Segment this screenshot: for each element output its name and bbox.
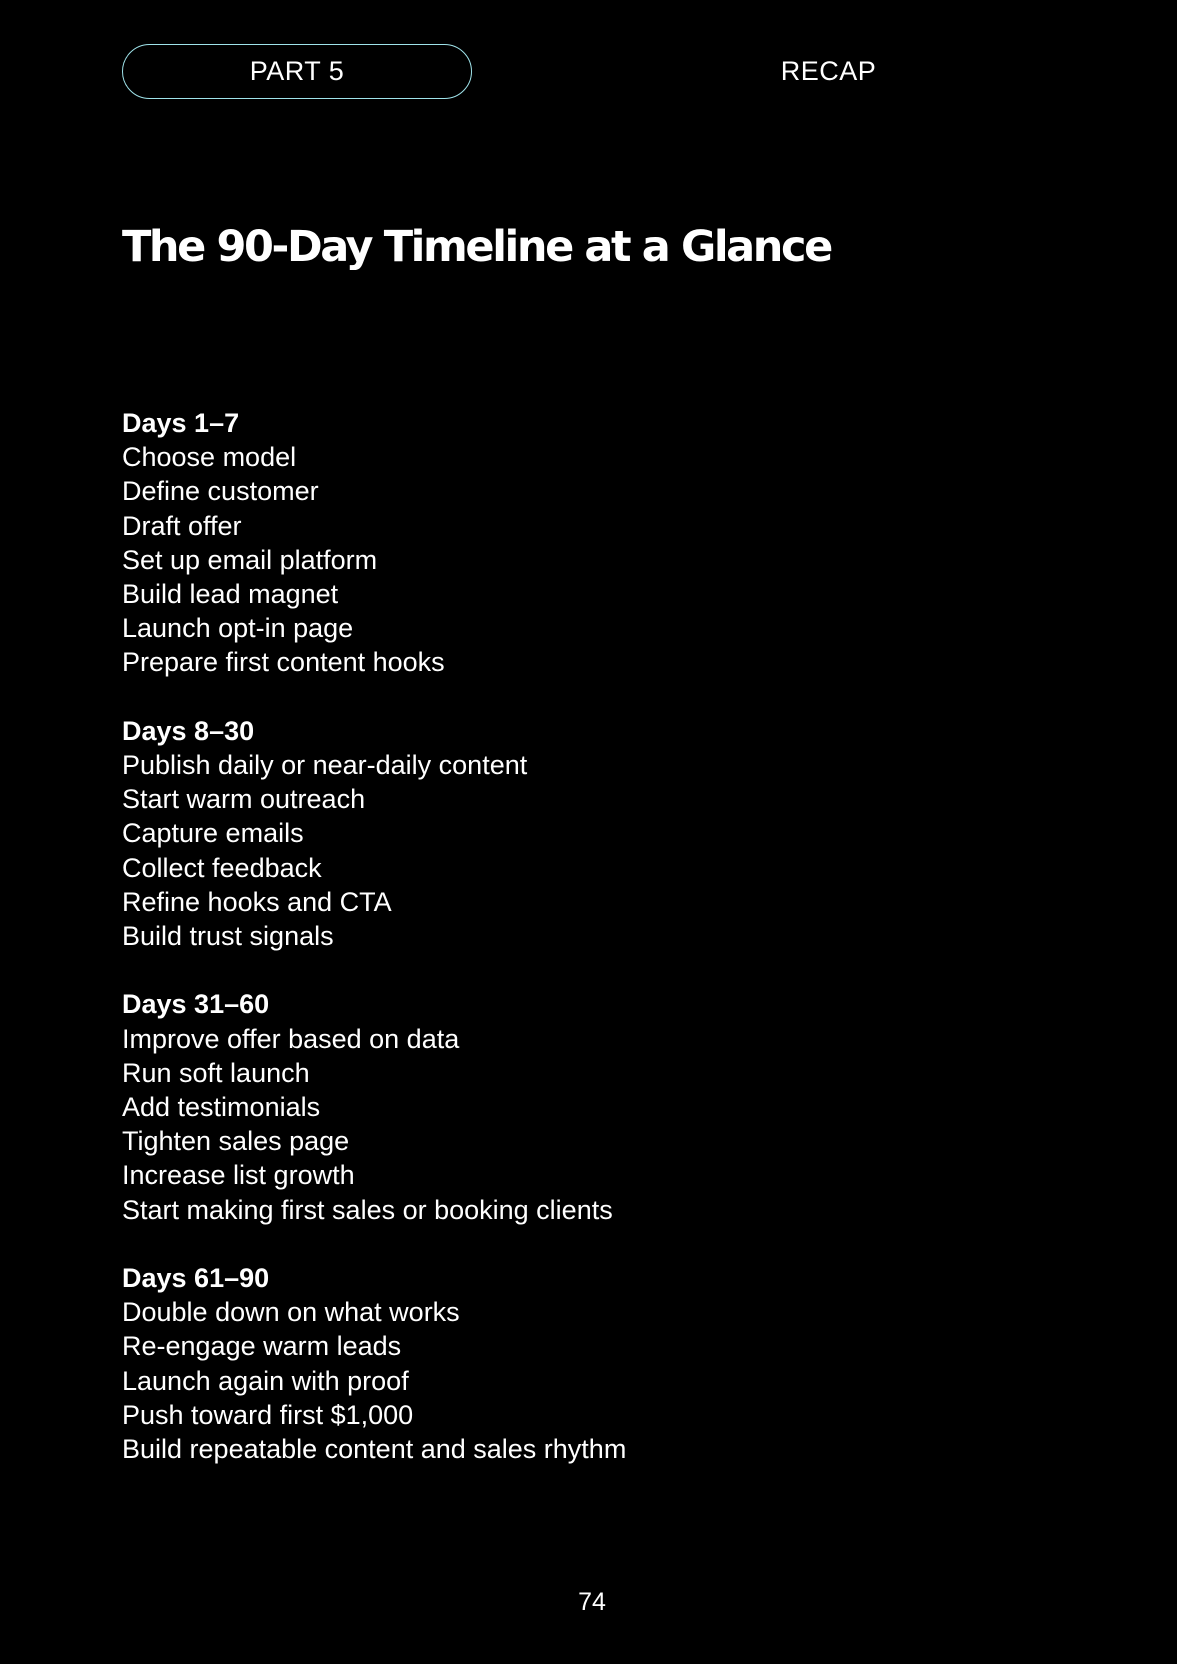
list-item: Define customer	[122, 476, 319, 507]
list-item: Build repeatable content and sales rhythm	[122, 1434, 627, 1465]
list-item: Draft offer	[122, 510, 242, 541]
phase-heading: Days 61–90	[122, 1263, 270, 1294]
list-item: Launch opt-in page	[122, 613, 354, 644]
timeline	[122, 406, 626, 1500]
list-item: Prepare first content hooks	[122, 647, 445, 678]
page-title: The 90-Day Timeline at a Glance	[122, 222, 831, 272]
list-item: Set up email platform	[122, 544, 378, 575]
phase-days-1-7	[122, 406, 626, 680]
phase-item-list	[122, 1295, 626, 1466]
section-label: RECAP	[780, 56, 877, 86]
list-item: Tighten sales page	[122, 1126, 350, 1157]
page-number: 74	[578, 1588, 606, 1616]
list-item: Start warm outreach	[122, 784, 366, 815]
phase-days-8-30	[122, 714, 626, 953]
list-item: Choose model	[122, 442, 297, 473]
list-item: Launch again with proof	[122, 1365, 409, 1396]
list-item: Build trust signals	[122, 921, 334, 952]
list-item: Start making first sales or booking clients	[122, 1194, 613, 1225]
phase-item-list	[122, 1022, 626, 1227]
part-label-pill	[122, 44, 472, 99]
list-item: Push toward first $1,000	[122, 1399, 414, 1430]
phase-item-list	[122, 748, 626, 953]
phase-days-31-60	[122, 987, 626, 1226]
phase-heading: Days 31–60	[122, 989, 270, 1020]
list-item: Publish daily or near-daily content	[122, 750, 528, 781]
list-item: Refine hooks and CTA	[122, 886, 392, 917]
part-label: PART 5	[249, 56, 345, 86]
list-item: Improve offer based on data	[122, 1023, 460, 1054]
phase-heading: Days 8–30	[122, 715, 255, 746]
phase-item-list	[122, 440, 626, 679]
list-item: Collect feedback	[122, 852, 322, 883]
phase-heading: Days 1–7	[122, 408, 240, 438]
list-item: Increase list growth	[122, 1160, 355, 1191]
list-item: Add testimonials	[122, 1092, 321, 1123]
list-item: Capture emails	[122, 818, 304, 849]
list-item: Run soft launch	[122, 1057, 310, 1088]
phase-days-61-90	[122, 1261, 626, 1466]
list-item: Double down on what works	[122, 1297, 460, 1328]
list-item: Re-engage warm leads	[122, 1331, 402, 1362]
list-item: Build lead magnet	[122, 579, 339, 610]
